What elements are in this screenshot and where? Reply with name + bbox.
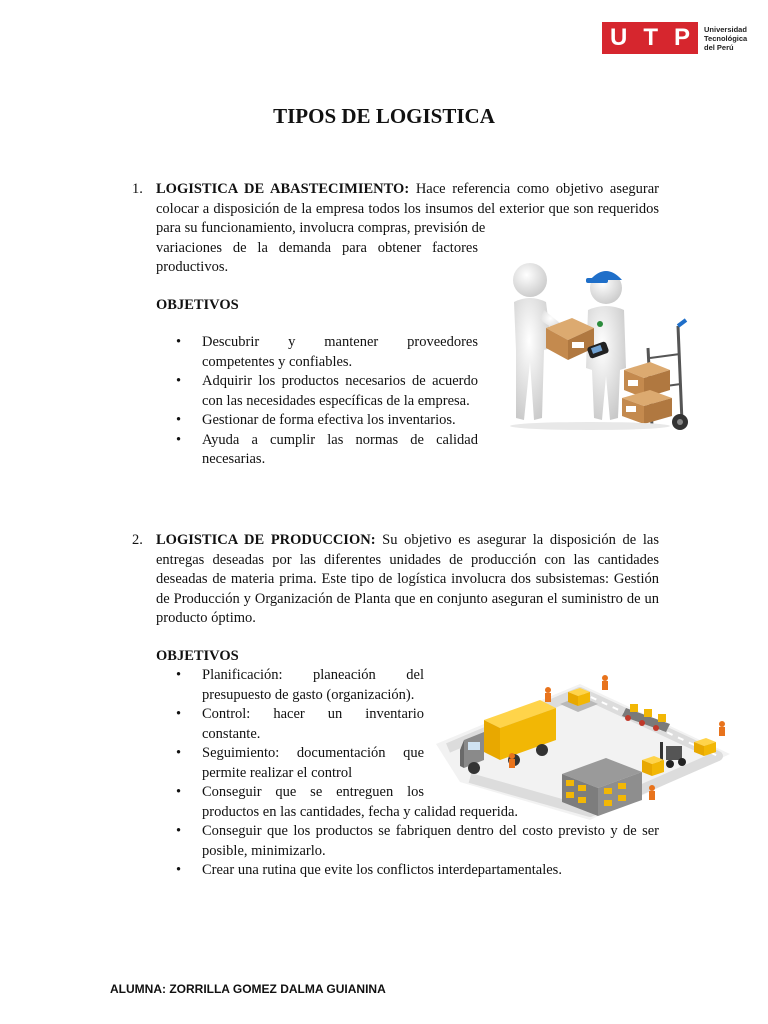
list-item: • Ayuda a cumplir las normas de calidad necesarias. (156, 431, 478, 470)
utp-logo (602, 22, 747, 54)
list-item: • Planificación: planeación del presupuesto de gasto (organización). (156, 666, 424, 705)
objectives-label: OBJETIVOS (156, 296, 239, 313)
objectives-label: OBJETIVOS (156, 647, 239, 664)
logo-university-name (704, 25, 747, 52)
list-item: • Seguimiento: documentación que permite realizar el control (156, 744, 424, 783)
list-item-line: productos en las cantidades, fecha y calidad requerida. (202, 803, 519, 820)
list-item: • Descubrir y mantener proveedores competentes y confiables. (156, 333, 478, 372)
list-item: • Gestionar de forma efectiva los inventarios. (156, 411, 502, 431)
logo-line-3: del Perú (704, 42, 734, 52)
section-heading: LOGISTICA DE PRODUCCION: (156, 532, 376, 548)
list-item: • Adquirir los productos necesarios de acuerdo con las necesidades específicas de la empresa. (156, 372, 478, 411)
section-text-continued: variaciones de la demanda para obtener factores productivos. (156, 239, 478, 275)
list-item: • Control: hacer un inventario constante. (156, 705, 424, 744)
section-text: Su objetivo es asegurar la disposición de las entregas deseadas por las diferentes unidades de producción con las cantidades deseadas de materia prima. Este tipo de logística involucra dos subsistemas: Gestión de Producción y Organización de Planta que en conjunto aseguran el suministro de un producto óptimo. (156, 532, 659, 626)
list-item: • Conseguir que los productos se fabriquen dentro del costo previsto y de ser posible, minimizarlo. (156, 822, 659, 861)
section-number: 2. (132, 532, 143, 548)
logo-line-2: Tecnológica (704, 33, 748, 43)
logo-letter-p: P (673, 24, 690, 51)
page-title: TIPOS DE LOGISTICA (273, 104, 495, 128)
production-chain-illustration (430, 664, 740, 824)
utp-logo-box (602, 22, 698, 54)
logo-letter-t: T (643, 24, 658, 51)
logo-line-1: Universidad (704, 24, 747, 34)
list-item-line: • Conseguir que se entreguen los (202, 784, 424, 800)
logo-letter-u: U (609, 24, 628, 51)
delivery-illustration (500, 258, 700, 434)
section-number: 1. (132, 181, 143, 197)
list-item: • Crear una rutina que evite los conflictos interdepartamentales. (156, 861, 659, 881)
section-intro (156, 180, 659, 239)
section-intro (156, 531, 659, 629)
section-heading: LOGISTICA DE ABASTECIMIENTO: (156, 181, 410, 197)
section-text: Hace referencia como objetivo asegurar colocar a disposición de la empresa todos los insumos del exterior que son requeridos para su funcionamiento, involucra compras, previsión de (156, 181, 659, 236)
footer-student-name: ALUMNA: ZORRILLA GOMEZ DALMA GUIANINA (110, 982, 386, 996)
